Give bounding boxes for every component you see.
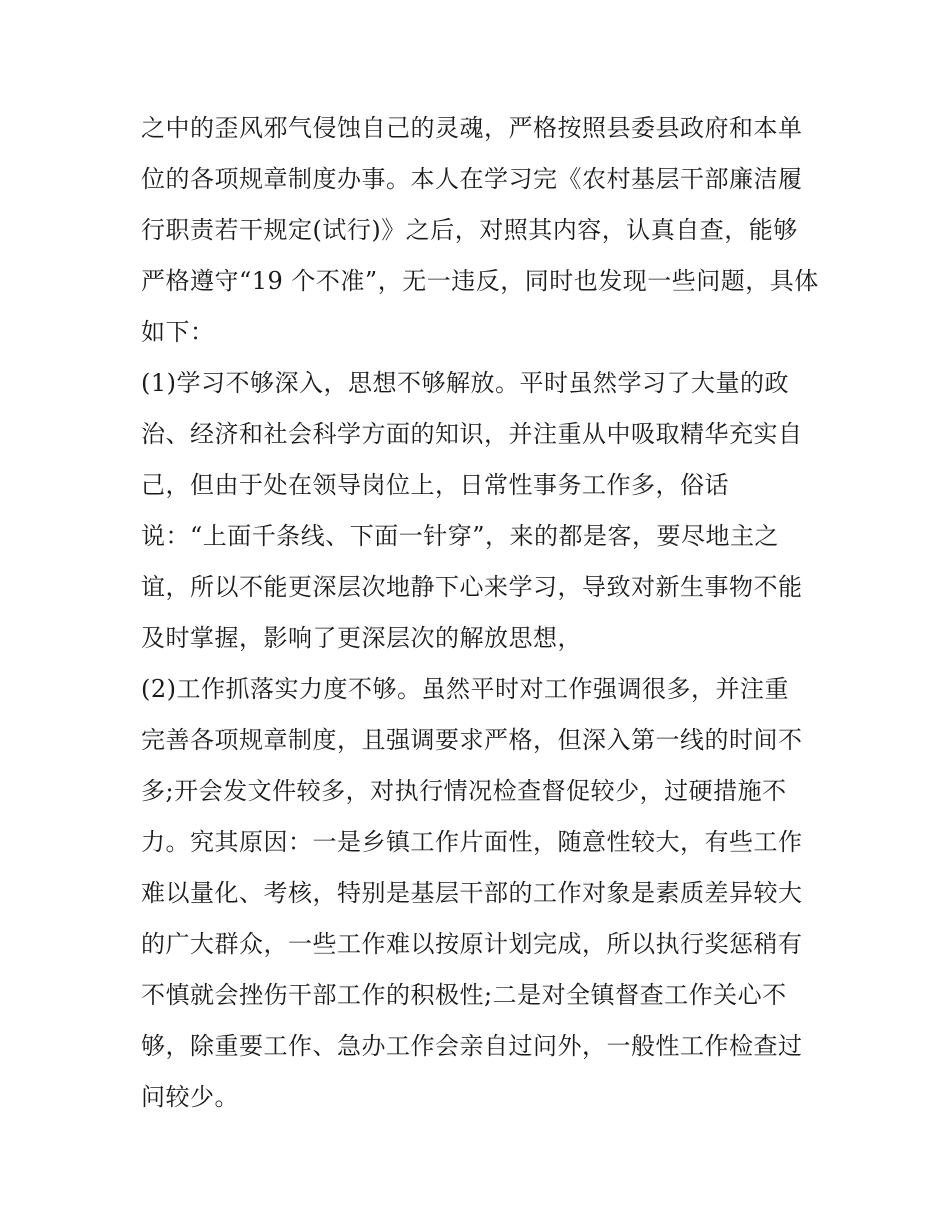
text-line-9: 说：“上面千条线、下面一针穿”，来的都是客，要尽地主之 — [141, 522, 780, 550]
text-line-18: 不慎就会挫伤干部工作的积极性;二是对全镇督查工作关心不 — [141, 981, 787, 1009]
text-line-15: 力。究其原因：一是乡镇工作片面性，随意性较大，有些工作 — [141, 828, 803, 856]
text-line-11: 及时掌握，影响了更深层次的解放思想， — [141, 624, 582, 652]
text-line-2: 位的各项规章制度办事。本人在学习完《农村基层干部廉洁履 — [141, 165, 803, 193]
text-line-14: 多;开会发文件较多，对执行情况检查督促较少，过硬措施不 — [141, 777, 787, 805]
text-line-5: 如下： — [141, 318, 215, 346]
text-line-8: 己，但由于处在领导岗位上，日常性事务工作多，俗话 — [141, 471, 729, 499]
text-line-20: 问较少。 — [141, 1083, 239, 1111]
text-line-17: 的广大群众，一些工作难以按原计划完成，所以执行奖惩稍有 — [141, 930, 803, 958]
document-body — [141, 103, 819, 1123]
text-line-3: 行职责若干规定(试行)》之后，对照其内容，认真自查，能够 — [141, 216, 798, 244]
text-line-10: 谊，所以不能更深层次地静下心来学习，导致对新生事物不能 — [141, 573, 803, 601]
text-line-16: 难以量化、考核，特别是基层干部的工作对象是素质差异较大 — [141, 879, 803, 907]
text-line-4: 严格遵守“19 个不准”，无一违反，同时也发现一些问题，具体 — [141, 267, 819, 295]
text-line-7: 治、经济和社会科学方面的知识，并注重从中吸取精华充实自 — [141, 420, 803, 448]
text-line-19: 够，除重要工作、急办工作会亲自过问外，一般性工作检查过 — [141, 1032, 803, 1060]
text-line-6: (1)学习不够深入，思想不够解放。平时虽然学习了大量的政 — [141, 369, 789, 397]
text-line-13: 完善各项规章制度，且强调要求严格，但深入第一线的时间不 — [141, 726, 803, 754]
text-line-1: 之中的歪风邪气侵蚀自己的灵魂，严格按照县委县政府和本单 — [141, 114, 803, 142]
text-line-12: (2)工作抓落实力度不够。虽然平时对工作强调很多，并注重 — [141, 675, 789, 703]
